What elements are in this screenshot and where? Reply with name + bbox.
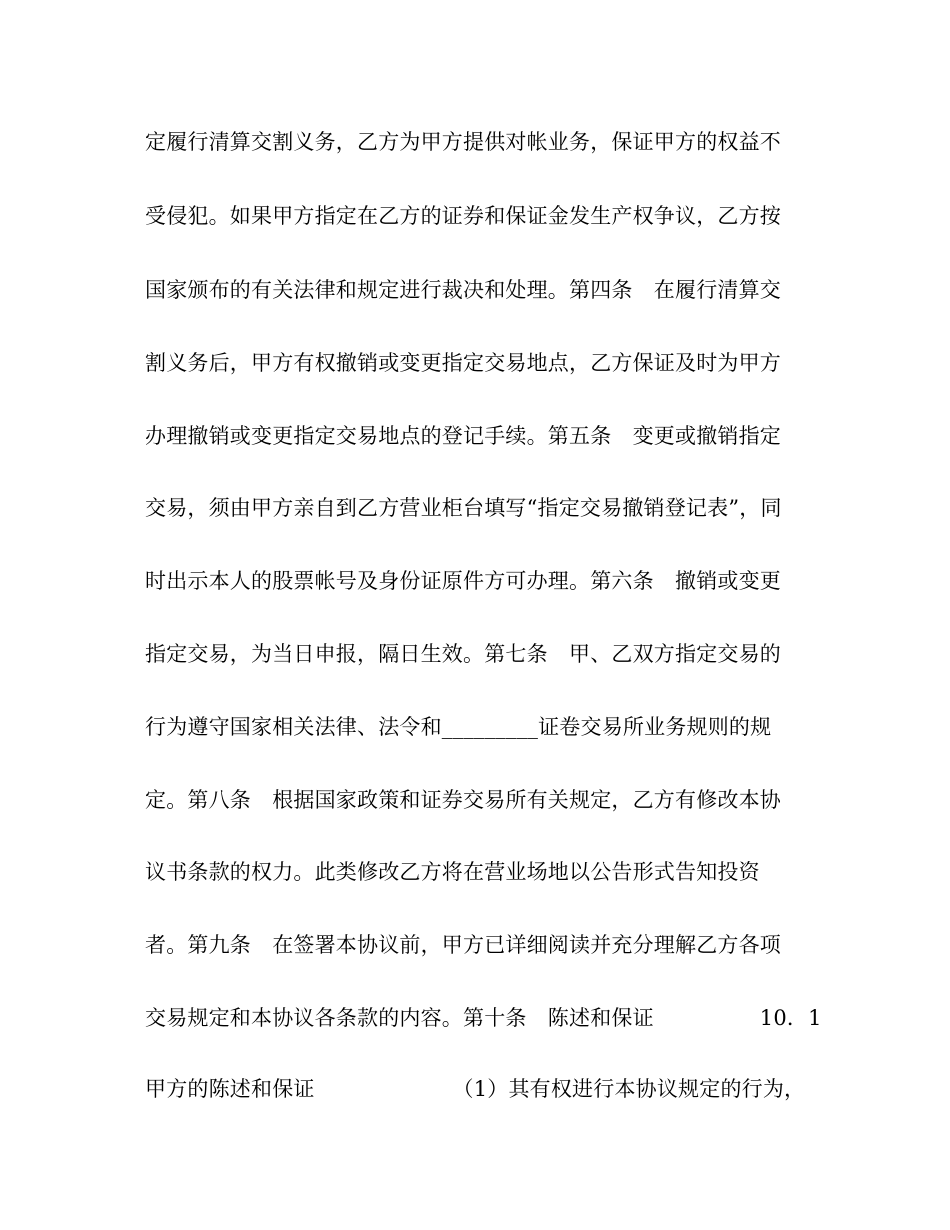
text-line: 定。第八条 根据国家政策和证券交易所有关规定，乙方有修改本协	[145, 788, 781, 812]
text-line: 办理撤销或变更指定交易地点的登记手续。第五条 变更或撤销指定	[145, 424, 781, 448]
text-line: 交易规定和本协议各条款的内容。第十条 陈述和保证 10．1	[145, 1006, 822, 1030]
text-line: 者。第九条 在签署本协议前，甲方已详细阅读并充分理解乙方各项	[145, 933, 781, 957]
text-line: 国家颁布的有关法律和规定进行裁决和处理。第四条 在履行清算交	[145, 278, 781, 302]
text-line: 时出示本人的股票帐号及身份证原件方可办理。第六条 撤销或变更	[145, 569, 781, 593]
text-line: 受侵犯。如果甲方指定在乙方的证券和保证金发生产权争议，乙方按	[145, 204, 781, 228]
text-line: 议书条款的权力。此类修改乙方将在营业场地以公告形式告知投资	[145, 860, 760, 884]
text-line: 割义务后，甲方有权撤销或变更指定交易地点，乙方保证及时为甲方	[145, 351, 781, 375]
text-line: 定履行清算交割义务，乙方为甲方提供对帐业务，保证甲方的权益不	[145, 130, 781, 154]
text-line: 甲方的陈述和保证 （1）其有权进行本协议规定的行为，	[145, 1077, 806, 1101]
text-line: 指定交易，为当日申报，隔日生效。第七条 甲、乙双方指定交易的	[145, 642, 781, 666]
text-line: 行为遵守国家相关法律、法令和_________证卷交易所业务规则的规	[145, 715, 772, 739]
text-line: 交易，须由甲方亲自到乙方营业柜台填写“指定交易撤销登记表”，同	[145, 496, 782, 520]
